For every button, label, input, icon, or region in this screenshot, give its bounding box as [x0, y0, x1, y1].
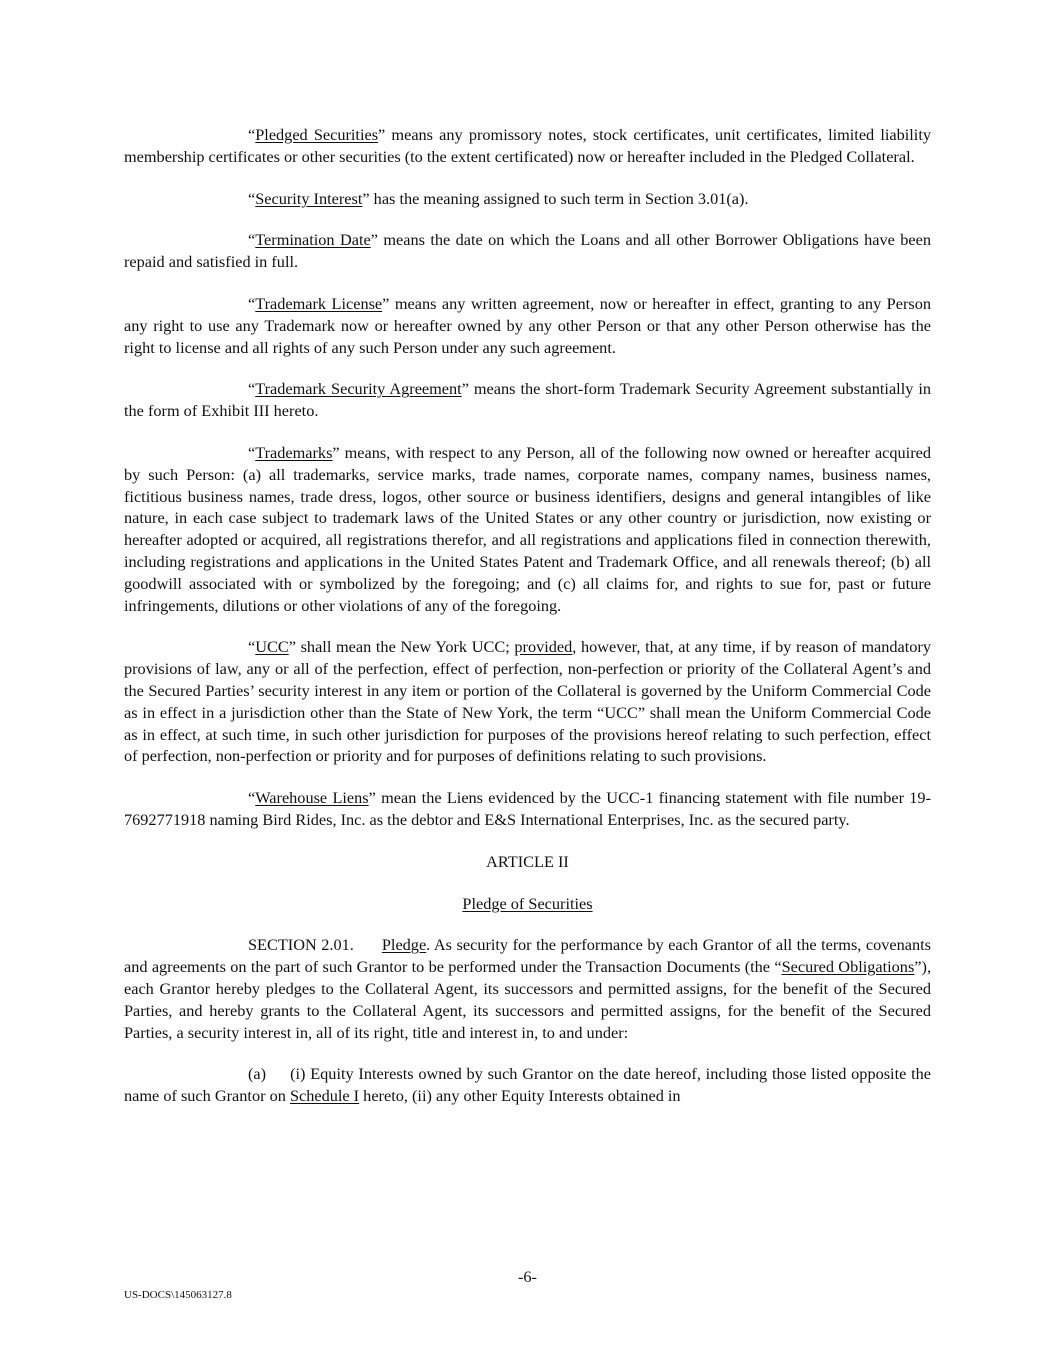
definition-pledged-securities	[124, 124, 931, 168]
definition-text: , however, that, at any time, if by reason of mandatory provisions of law, any or all of the perfection, effect of perfection, non-perfection or priority of the Collateral Agent’s and the Secured Parties’ security interest in any item or portion of the Collateral is governed by the Uniform Commercial Code as in effect in a jurisdiction other than the State of New York, the term “UCC” shall mean the Uniform Commercial Code as in effect, at such time, in such other jurisdiction for purposes of the provisions hereof relating to such perfection, effect of perfection, non-perfection or priority and for purposes of definitions relating to such provisions.	[124, 637, 931, 766]
schedule-reference: Schedule I	[289, 1086, 360, 1106]
clause-label: (a)	[248, 1064, 267, 1084]
definition-text: ” shall mean the New York UCC;	[288, 637, 515, 657]
defined-term: Pledged Securities	[255, 125, 379, 144]
open-quote: “	[248, 379, 256, 399]
definition-termination-date	[124, 229, 931, 273]
defined-term: Trademarks	[255, 442, 333, 462]
definition-trademark-license	[124, 293, 931, 358]
clause-text: hereto, (ii) any other Equity Interests obtained in	[359, 1086, 681, 1106]
article-heading: ARTICLE II	[486, 851, 569, 871]
open-quote: “	[248, 188, 256, 208]
open-quote: “	[248, 230, 256, 250]
section-text: . As security for the performance by each Grantor of all the terms, covenants and agreements on the part of such Grantor to be performed under the Transaction Documents (the “	[124, 935, 932, 977]
section-text: ”), each Grantor hereby pledges to the Collateral Agent, its successors and permitted assigns, for the benefit of the Secured Parties, and hereby grants to the Collateral Agent, its successors and permitted assigns, for the benefit of the Secured Parties, a security interest in, all of its right, title and interest in, to and under:	[124, 957, 932, 1042]
definition-text: ” means the short-form Trademark Security Agreement substantially in the form of Exhibit III hereto.	[124, 379, 931, 421]
open-quote: “	[248, 125, 256, 144]
document-id: US-DOCS\145063127.8	[124, 1289, 232, 1301]
article-subheading-text: Pledge of Securities	[462, 893, 593, 913]
document-page	[124, 124, 931, 1127]
defined-term: Warehouse Liens	[255, 788, 369, 808]
definition-trademark-security-agreement	[124, 378, 931, 422]
definition-text: ” means any promissory notes, stock certificates, unit certificates, limited liability membership certificates or other securities (to the extent certificated) now or hereafter included in the Pledged Collateral.	[124, 125, 931, 166]
page-number: -6-	[518, 1267, 537, 1286]
open-quote: “	[248, 788, 256, 808]
defined-term: UCC	[255, 637, 289, 657]
defined-term: Trademark Security Agreement	[255, 379, 462, 399]
section-number: SECTION 2.01.	[248, 935, 354, 955]
defined-term: Trademark License	[255, 293, 383, 313]
article-subheading	[124, 893, 931, 915]
open-quote: “	[248, 442, 256, 462]
provided-term: provided	[514, 637, 573, 657]
section-2-01	[124, 934, 931, 1043]
definition-text: ” means any written agreement, now or hereafter in effect, granting to any Person any right to use any Trademark now or hereafter owned by any other Person or that any other Person otherwise has the right to license and all rights of any such Person under any such agreement.	[124, 293, 931, 357]
definition-text: ” has the meaning assigned to such term in Section 3.01(a).	[362, 188, 749, 208]
definition-ucc	[124, 636, 931, 767]
open-quote: “	[248, 637, 256, 657]
clause-a	[124, 1063, 931, 1107]
defined-term: Security Interest	[255, 188, 363, 208]
clause-text: (i) Equity Interests owned by such Grantor on the date hereof, including those listed opposite the name of such Grantor on	[124, 1064, 931, 1106]
definition-security-interest	[124, 188, 931, 210]
definition-text: ” means the date on which the Loans and all other Borrower Obligations have been repaid and satisfied in full.	[124, 230, 931, 272]
open-quote: “	[248, 293, 256, 313]
section-caption: Pledge	[381, 935, 427, 955]
definition-text: ” means, with respect to any Person, all of the following now owned or hereafter acquired by such Person: (a) all trademarks, service marks, trade names, corporate names, company names, business names, fictitious business names, trade dress, logos, other source or business identifiers, designs and general intangibles of like nature, in each case subject to trademark laws of the United States or any other country or jurisdiction, now existing or hereafter adopted or acquired, all registrations therefor, and all registrations and applications filed in connection therewith, including registrations and applications in the United States Patent and Trademark Office, and all renewals thereof; (b) all goodwill associated with or symbolized by the foregoing; and (c) all claims for, and rights to sue for, past or future infringements, dilutions or other violations of any of the foregoing.	[124, 442, 931, 615]
defined-term: Secured Obligations	[781, 957, 915, 977]
definition-text: ” mean the Liens evidenced by the UCC-1 financing statement with file number 19-7692771918 naming Bird Rides, Inc. as the debtor and E&S International Enterprises, Inc. as the secured party.	[124, 788, 931, 829]
definition-trademarks	[124, 442, 931, 616]
defined-term: Termination Date	[255, 230, 371, 250]
definition-warehouse-liens	[124, 787, 931, 831]
